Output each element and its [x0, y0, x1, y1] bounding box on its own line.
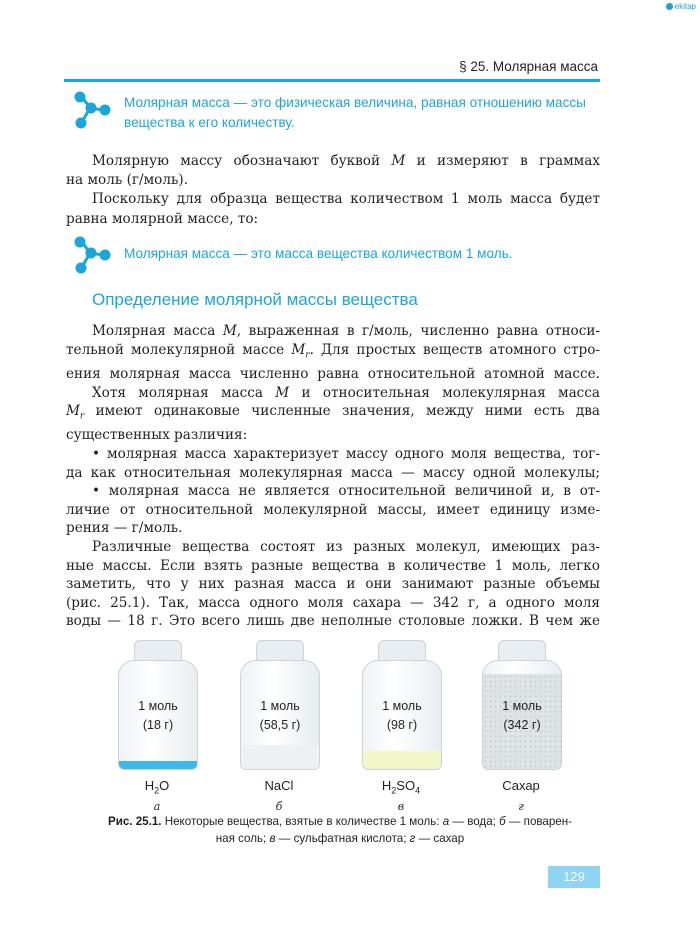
caption-line-1: Рис. 25.1. Некоторые вещества, взятые в количестве 1 моль: а — вода; б — поварен-: [107, 815, 573, 828]
definition-box-1: [70, 90, 586, 133]
text-line: Различные вещества состоят из разных молекул, имеющих раз-: [92, 538, 600, 555]
text-line: тельной молекулярной массе $M_r$. Для простых веществ атомного стро-: [66, 341, 600, 361]
section-title: Определение молярной массы вещества: [92, 290, 418, 309]
text-line: рения — г/моль.: [66, 520, 183, 537]
jar-sugar: [478, 640, 564, 770]
jar-letter: б: [275, 800, 283, 813]
bullet-line: • молярная масса характеризует массу одного моля вещества, тог-: [92, 446, 600, 462]
definition-box-2: [70, 235, 513, 275]
jar-body: [362, 660, 442, 770]
text-line: существенных различия:: [66, 427, 248, 444]
jar-formula: $H_2O$: [144, 778, 170, 796]
jar-letter: в: [397, 800, 405, 813]
text-line: ения молярная масса численно равна относительной атомной массе.: [66, 365, 600, 382]
definition-line: вещества к его количеству.: [124, 115, 295, 130]
running-head-title: § 25. Молярная масса: [459, 59, 598, 74]
jar-label: 1 моль (98 г): [382, 699, 422, 732]
jar-letter: г: [518, 800, 524, 813]
jar-letter: а: [153, 800, 161, 813]
molecule-icon: [70, 90, 116, 130]
text-line: Молярная масса M, выраженная в г/моль, численно равна относи-: [92, 323, 600, 339]
text-line: равна молярной массе, то:: [66, 210, 259, 227]
text-line: $M_r$ имеют одинаковые численные значения, между ними есть два: [66, 403, 600, 422]
figure-caption: [80, 813, 600, 847]
body-text: [66, 322, 601, 631]
jar-fill: [241, 745, 319, 769]
text-line: да как относительная молекулярная масса — массу одной молекулы;: [66, 464, 600, 481]
definition-line: Молярная масса — это физическая величина, равная отношению массы: [124, 95, 586, 110]
jar-formula: $H_2SO_4$: [381, 778, 421, 796]
logo-icon: [666, 3, 673, 10]
definition-text-2: Молярная масса — это масса вещества количеством 1 моль.: [124, 246, 513, 261]
definition-text-1: [124, 93, 586, 133]
jar-label: 1 моль (58,5 г): [259, 699, 301, 732]
caption-line-2: ная соль; в — сульфатная кислота; г — сахар: [215, 832, 465, 845]
text-line: Молярную массу обозначают буквой M и измеряют в граммах: [92, 153, 600, 169]
jar-h2so4: [358, 640, 444, 770]
jar-label: 1 моль (18 г): [138, 699, 178, 732]
running-head: [64, 57, 600, 82]
paragraph-1: [66, 152, 600, 229]
jar-body: [240, 660, 320, 770]
jar-formula: NaCl: [264, 778, 294, 793]
text-line: Поскольку для образца вещества количеством 1 моль масса будет: [92, 191, 600, 208]
corner-logo: [666, 2, 696, 11]
text-line: воды — 18 г. Это всего лишь две неполные столовые ложки. В чем же: [66, 613, 600, 630]
text-line: на моль (г/моль).: [66, 172, 189, 189]
text-line: ные массы. Если взять разные вещества в количестве 1 моль, легко: [66, 557, 600, 574]
jar-label: 1 моль (342 г): [502, 699, 542, 732]
jar-nacl: [236, 640, 322, 770]
logo-text: ekitap: [674, 2, 696, 11]
jar-water: [114, 640, 200, 770]
text-line: (рис. 25.1). Так, масса одного моля сахара — 342 г, а одного моля: [66, 594, 600, 611]
jar-body: [482, 660, 562, 770]
page-number: 129: [548, 866, 600, 888]
jar-body: [118, 660, 198, 770]
text-line: личие от относительной молекулярной массы, имеет единицу изме-: [66, 501, 600, 518]
bullet-line: • молярная масса не является относительной величиной и, в от-: [92, 483, 600, 500]
jar-fill: [119, 761, 197, 769]
text-line: Хотя молярная масса M и относительная молекулярная масса: [92, 384, 601, 401]
text-line: заметить, что у них разная масса и они занимают разные объемы: [66, 576, 600, 593]
jar-fill: [363, 751, 441, 769]
jar-formula: Сахар: [502, 778, 540, 793]
figure-jars: [100, 640, 600, 820]
molecule-icon: [70, 235, 116, 275]
